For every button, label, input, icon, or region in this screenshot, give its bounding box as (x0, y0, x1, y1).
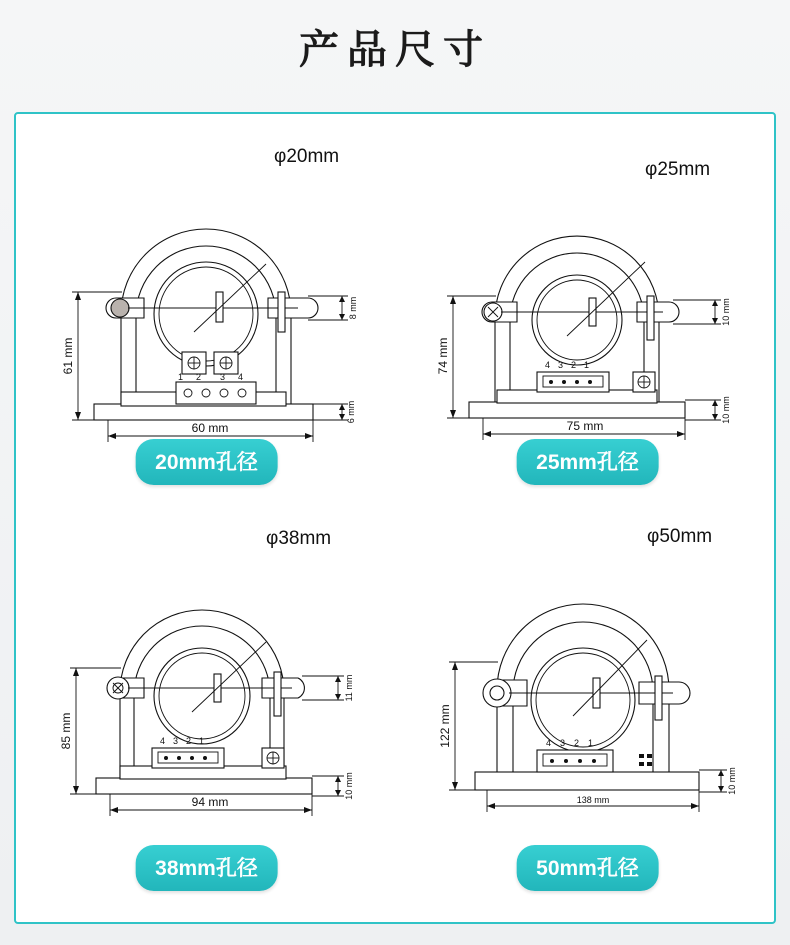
terminal-number-4: 4 (160, 736, 166, 746)
dimension-height-38mm: 85 mm (59, 712, 73, 750)
terminal-number-3: 3 (558, 360, 564, 370)
terminal-number-3: 3 (220, 372, 226, 382)
dimension-right-bottom-25mm: 10 mm (721, 396, 731, 424)
drawing-38mm (16, 520, 397, 850)
dimension-width-50mm: 138 mm (576, 795, 610, 805)
badge-50mm: 50mm孔径 (516, 845, 659, 891)
badge-20mm: 20mm孔径 (135, 439, 278, 485)
drawing-50mm (397, 520, 778, 850)
terminal-number-1: 1 (588, 738, 594, 748)
diagram-panel (14, 112, 776, 924)
terminal-number-1: 1 (178, 372, 184, 382)
dimension-right-bottom-20mm: 6 mm (346, 400, 356, 424)
dimension-width-20mm: 60 mm (191, 421, 229, 435)
terminal-number-1: 1 (584, 360, 590, 370)
badge-25mm: 25mm孔径 (516, 439, 659, 485)
product-cell-25mm (397, 114, 778, 520)
dimension-width-25mm: 75 mm (566, 419, 604, 433)
dimension-right-top-25mm: 10 mm (721, 298, 731, 326)
technical-drawing-svg-38mm (16, 520, 397, 850)
drawing-20mm (16, 114, 397, 444)
page-title: 产品尺寸 (299, 28, 491, 72)
dimension-right-bottom-38mm: 10 mm (344, 772, 354, 800)
terminal-number-4: 4 (546, 738, 552, 748)
dimension-height-50mm: 122 mm (438, 704, 452, 748)
dimension-width-38mm: 94 mm (191, 795, 229, 809)
product-cell-50mm (397, 520, 778, 926)
terminal-number-3: 3 (173, 736, 179, 746)
badge-38mm: 38mm孔径 (135, 845, 278, 891)
dimension-height-25mm: 74 mm (436, 337, 450, 375)
dimension-height-20mm: 61 mm (61, 337, 75, 375)
terminal-number-4: 4 (238, 372, 244, 382)
dimension-right-top-38mm: 11 mm (344, 674, 354, 702)
product-cell-38mm (16, 520, 397, 926)
terminal-number-3: 3 (560, 738, 566, 748)
dimension-right-top-20mm: 8 mm (348, 296, 358, 320)
terminal-number-4: 4 (545, 360, 551, 370)
terminal-number-2: 2 (574, 738, 580, 748)
technical-drawing-svg-20mm (16, 114, 397, 444)
terminal-number-2: 2 (186, 736, 192, 746)
technical-drawing-svg-50mm (397, 520, 778, 850)
diagram-grid (16, 114, 774, 922)
dimension-right-bottom-50mm: 10 mm (727, 767, 737, 795)
product-cell-20mm (16, 114, 397, 520)
hole-label-20mm: φ20mm (274, 146, 340, 167)
technical-drawing-svg-25mm (397, 114, 778, 444)
hole-label-50mm: φ50mm (647, 526, 713, 547)
hole-label-25mm: φ25mm (645, 159, 711, 180)
hole-label-38mm: φ38mm (266, 528, 332, 549)
terminal-number-2: 2 (571, 360, 577, 370)
drawing-25mm (397, 114, 778, 444)
terminal-number-1: 1 (199, 736, 205, 746)
terminal-number-2: 2 (196, 372, 202, 382)
